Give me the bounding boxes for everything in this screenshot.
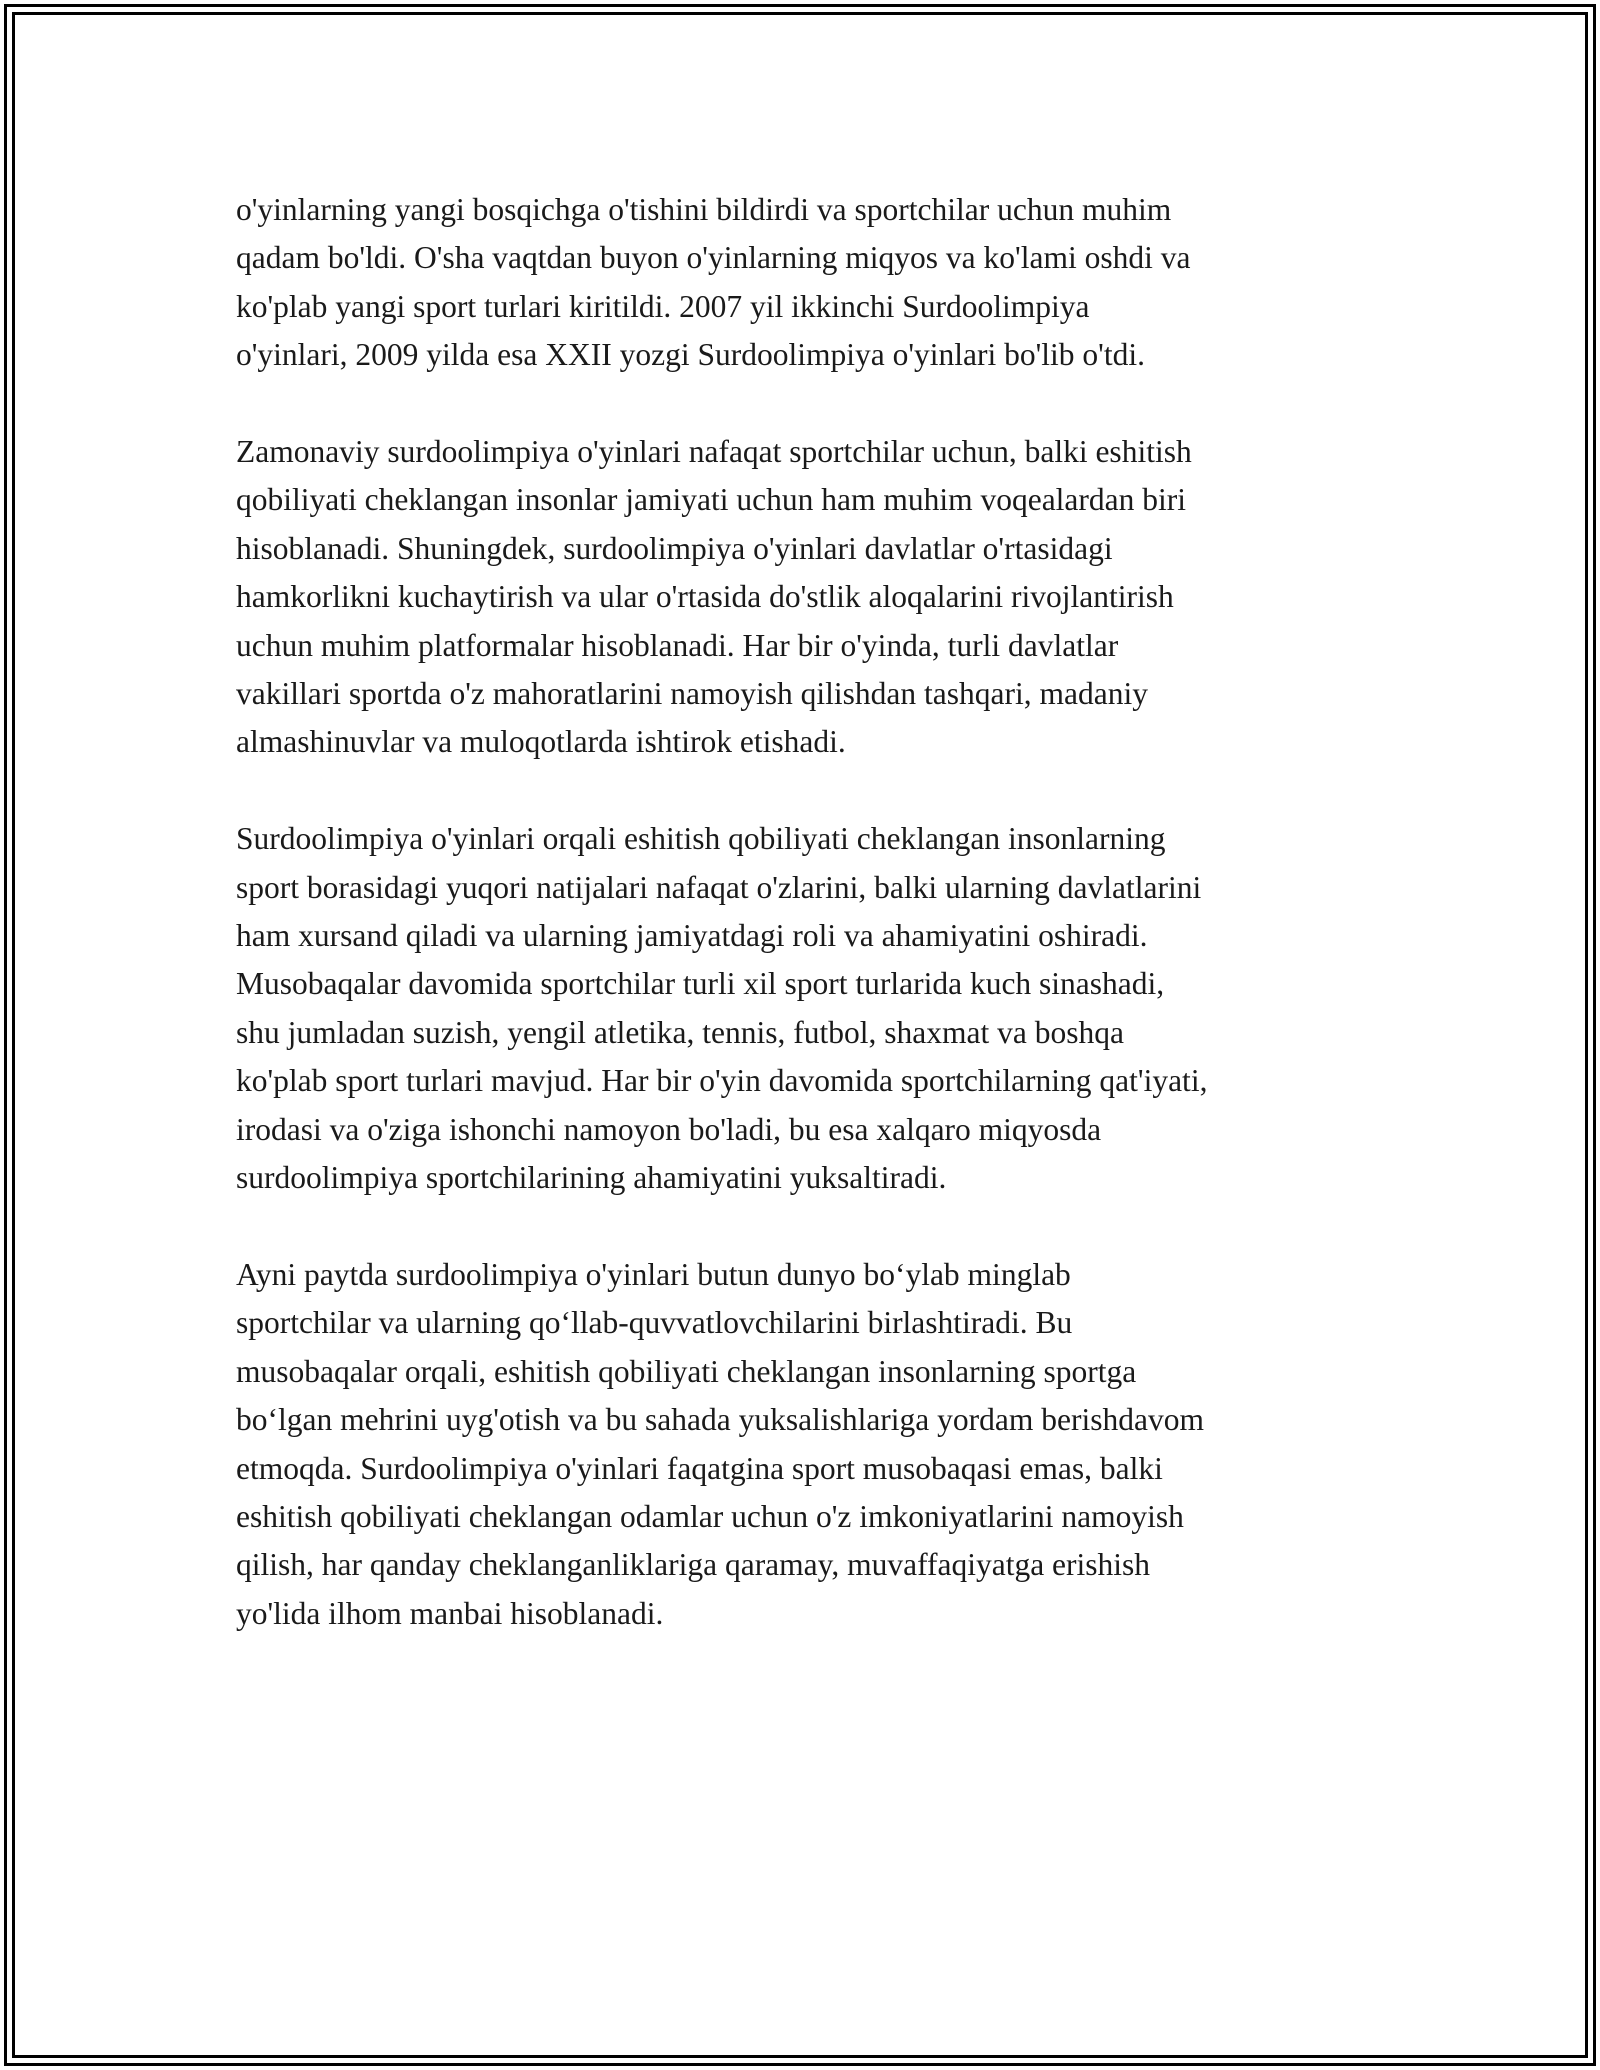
text-line: almashinuvlar va muloqotlarda ishtirok etishadi.	[236, 724, 846, 760]
text-line: vakillari sportda o'z mahoratlarini namoyish qilishdan tashqari, madaniy	[236, 676, 1148, 712]
text-line: shu jumladan suzish, yengil atletika, tennis, futbol, shaxmat va boshqa	[236, 1014, 1124, 1050]
text-line: hamkorlikni kuchaytirish va ular o'rtasida do'stlik aloqalarini rivojlantirish	[236, 579, 1174, 615]
text-line: hisoblanadi. Shuningdek, surdoolimpiya o'yinlari davlatlar o'rtasidagi	[236, 530, 1113, 566]
text-line: Musobaqalar davomida sportchilar turli xil sport turlarida kuch sinashadi,	[236, 966, 1165, 1002]
text-line: qobiliyati cheklangan insonlar jamiyati uchun ham muhim voqealardan biri	[236, 482, 1186, 518]
text-line: yo'lida ilhom manbai hisoblanadi.	[236, 1595, 664, 1631]
paragraph-1	[236, 186, 1376, 380]
text-line: uchun muhim platformalar hisoblanadi. Har bir o'yinda, turli davlatlar	[236, 627, 1119, 663]
text-line: surdoolimpiya sportchilarining ahamiyatini yuksaltiradi.	[236, 1160, 947, 1196]
text-line: sport borasidagi yuqori natijalari nafaqat o'zlarini, balki ularning davlatlarini	[236, 869, 1202, 905]
document-body	[236, 186, 1376, 1687]
text-line: ko'plab sport turlari mavjud. Har bir o'yin davomida sportchilarning qat'iyati,	[236, 1063, 1208, 1099]
text-line: ham xursand qiladi va ularning jamiyatdagi roli va ahamiyatini oshiradi.	[236, 918, 1148, 954]
text-line: qadam bo'ldi. O'sha vaqtdan buyon o'yinlarning miqyos va ko'lami oshdi va	[236, 240, 1191, 276]
text-line: irodasi va o'ziga ishonchi namoyon bo'ladi, bu esa xalqaro miqyosda	[236, 1111, 1102, 1147]
text-line: qilish, har qanday cheklanganliklariga qaramay, muvaffaqiyatga erishish	[236, 1547, 1151, 1583]
text-line: bo‘lgan mehrini uyg'otish va bu sahada yuksalishlariga yordam berishdavom	[236, 1402, 1204, 1438]
text-line: o'yinlarning yangi bosqichga o'tishini bildirdi va sportchilar uchun muhim	[236, 192, 1172, 227]
text-line: Surdoolimpiya o'yinlari orqali eshitish qobiliyati cheklangan insonlarning	[236, 821, 1166, 857]
paragraph-2	[236, 428, 1376, 767]
text-line: eshitish qobiliyati cheklangan odamlar uchun o'z imkoniyatlarini namoyish	[236, 1498, 1184, 1534]
text-line: etmoqda. Surdoolimpiya o'yinlari faqatgina sport musobaqasi emas, balki	[236, 1450, 1163, 1486]
text-line: musobaqalar orqali, eshitish qobiliyati cheklangan insonlarning sportga	[236, 1353, 1137, 1389]
text-line: ko'plab yangi sport turlari kiritildi. 2007 yil ikkinchi Surdoolimpiya	[236, 288, 1090, 324]
text-line: Ayni paytda surdoolimpiya o'yinlari butun dunyo bo‘ylab minglab	[236, 1256, 1071, 1292]
paragraph-4	[236, 1251, 1376, 1638]
text-line: o'yinlari, 2009 yilda esa XXII yozgi Surdoolimpiya o'yinlari bo'lib o'tdi.	[236, 337, 1145, 373]
paragraph-3	[236, 815, 1376, 1202]
text-line: sportchilar va ularning qo‘llab-quvvatlovchilarini birlashtiradi. Bu	[236, 1305, 1073, 1341]
text-line: Zamonaviy surdoolimpiya o'yinlari nafaqat sportchilar uchun, balki eshitish	[236, 434, 1192, 470]
